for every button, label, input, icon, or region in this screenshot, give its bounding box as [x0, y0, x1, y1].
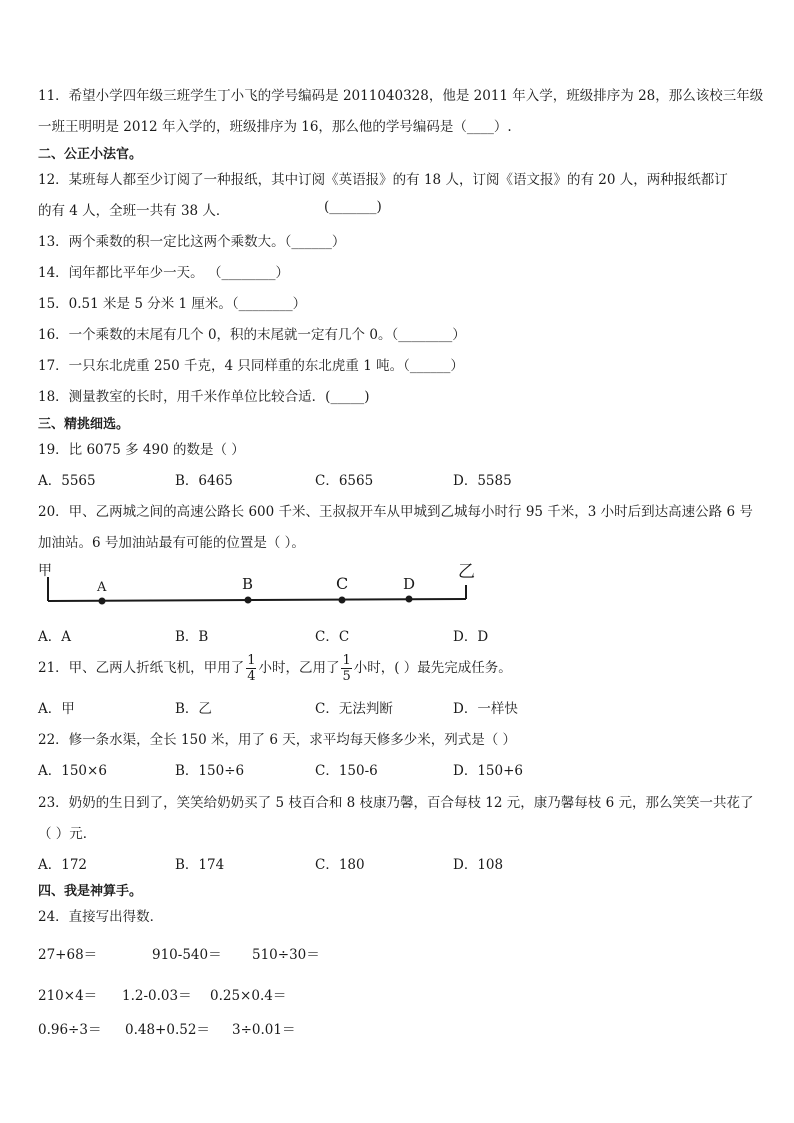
diagram-label-b: B [242, 575, 254, 593]
fraction-denominator: 4 [247, 669, 256, 684]
calc-item: 0.25×0.4＝ [210, 988, 287, 1004]
q17: 17．一只东北虎重 250 千克，4 只同样重的东北虎重 1 吨。（______） [38, 358, 464, 374]
calc-item: 510÷30＝ [252, 947, 320, 963]
q22-stem: 22．修一条水渠，全长 150 米，用了 6 天，求平均每天修多少米，列式是（ ） [38, 732, 516, 748]
q23-option-b[interactable]: B．174 [175, 857, 225, 873]
calc-item: 1.2-0.03＝ [122, 988, 192, 1004]
section-heading-3: 三、精挑细选。 [38, 417, 130, 432]
diagram-label-d: D [403, 575, 416, 593]
q12-line1: 12．某班每人都至少订阅了一种报纸，其中订阅《英语报》的有 18 人，订阅《语文报》的有 20 人，两种报纸都订 [38, 172, 728, 188]
q19-option-b[interactable]: B．6465 [175, 473, 233, 489]
q20-line2: 加油站。6 号加油站最有可能的位置是（ ）。 [38, 535, 305, 551]
q23-option-d[interactable]: D．108 [453, 857, 504, 873]
diagram-point-c [339, 597, 346, 604]
q21-option-a[interactable]: A．甲 [38, 701, 75, 717]
fraction-numerator: 1 [342, 653, 351, 668]
section-heading-4: 四、我是神算手。 [38, 884, 143, 899]
diagram-end-label: 乙 [458, 562, 475, 582]
q22-option-c[interactable]: C．150-6 [315, 763, 378, 779]
calc-item: 910-540＝ [152, 947, 222, 963]
calc-item: 27+68＝ [38, 947, 98, 963]
q20-option-b[interactable]: B．B [175, 629, 209, 645]
section-heading-2: 二、公正小法官。 [38, 147, 143, 162]
q20-option-c[interactable]: C．C [315, 629, 350, 645]
q21-option-b[interactable]: B．乙 [175, 701, 212, 717]
diagram-label-c: C [336, 574, 349, 593]
q12-line2: 的有 4 人，全班一共有 38 人． [38, 203, 230, 219]
q19-stem: 19．比 6075 多 490 的数是（ ） [38, 442, 245, 458]
q21-stem [38, 651, 512, 685]
q20-road-diagram [30, 555, 480, 610]
diagram-point-d [406, 596, 413, 603]
q21-part3: 小时，( ）最先完成任务。 [353, 660, 512, 676]
q21-option-d[interactable]: D．一样快 [453, 701, 518, 717]
q21-option-c[interactable]: C．无法判断 [315, 701, 393, 717]
calc-item: 0.48+0.52＝ [125, 1022, 210, 1038]
q16: 16．一个乘数的末尾有几个 0，积的末尾就一定有几个 0。（________） [38, 327, 466, 343]
q23-option-c[interactable]: C．180 [315, 857, 365, 873]
diagram-label-a: A [97, 580, 107, 595]
diagram-road-line [48, 599, 466, 601]
calc-item: 210×4＝ [38, 988, 98, 1004]
q20-line1: 20．甲、乙两城之间的高速公路长 600 千米、王叔叔开车从甲城到乙城每小时行 95 千米，3 小时后到达高速公路 6 号 [38, 504, 753, 520]
q20-option-a[interactable]: A．A [38, 629, 71, 645]
q14: 14．闰年都比平年少一天。 （________） [38, 265, 289, 281]
q22-option-a[interactable]: A．150×6 [38, 763, 107, 779]
q22-option-b[interactable]: B．150÷6 [175, 763, 245, 779]
diagram-point-b [245, 597, 252, 604]
calc-item: 3÷0.01＝ [232, 1022, 296, 1038]
q12-answer-blank[interactable]: (_______) [324, 199, 382, 215]
q23-option-a[interactable]: A．172 [38, 857, 88, 873]
q21-part2: 小时，乙用了 [258, 660, 340, 676]
q19-option-a[interactable]: A．5565 [38, 473, 96, 489]
q15: 15．0.51 米是 5 分米 1 厘米。（________） [38, 296, 307, 312]
q22-option-d[interactable]: D．150+6 [453, 763, 523, 779]
q21-part1: 21．甲、乙两人折纸飞机，甲用了 [38, 660, 245, 676]
fraction-one-quarter [246, 654, 256, 683]
q13: 13．两个乘数的积一定比这两个乘数大。（______） [38, 234, 346, 250]
q24-stem: 24．直接写出得数． [38, 909, 164, 925]
fraction-one-fifth [341, 654, 351, 683]
fraction-denominator: 5 [342, 669, 351, 684]
calc-item: 0.96÷3＝ [38, 1022, 102, 1038]
q11-line2: 一班王明明是 2012 年入学的，班级排序为 16，那么他的学号编码是（____）. [38, 119, 512, 135]
q23-line1: 23．奶奶的生日到了，笑笑给奶奶买了 5 枝百合和 8 枝康乃馨，百合每枝 12 元，康乃馨每枝 6 元，那么笑笑一共花了 [38, 795, 754, 811]
fraction-numerator: 1 [247, 653, 256, 668]
q11-line1: 11．希望小学四年级三班学生丁小飞的学号编码是 2011040328，他是 2011 年入学，班级排序为 28，那么该校三年级 [38, 88, 764, 104]
q20-option-d[interactable]: D．D [453, 629, 489, 645]
q23-line2: （ ）元． [38, 826, 97, 842]
q18: 18．测量教室的长时，用千米作单位比较合适．(_____) [38, 389, 370, 405]
q19-option-d[interactable]: D．5585 [453, 473, 512, 489]
q19-option-c[interactable]: C．6565 [315, 473, 374, 489]
diagram-start-label: 甲 [38, 563, 52, 579]
diagram-point-a [99, 598, 106, 605]
